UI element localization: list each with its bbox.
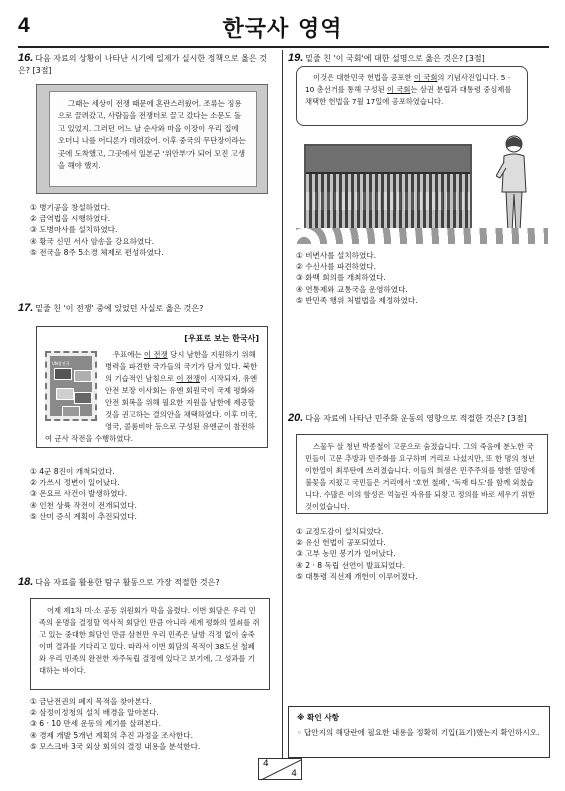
- question-18-choice-2[interactable]: ② 삼정이정청의 설치 배경을 알아본다.: [30, 708, 159, 718]
- question-17-choice-3[interactable]: ③ 온요르 사건이 발생하였다.: [30, 489, 128, 499]
- question-20-choice-1[interactable]: ① 교정도감이 설치되었다.: [296, 527, 384, 536]
- stamp-label: UN참전국: [52, 361, 70, 366]
- flag-icon: [74, 392, 92, 404]
- question-20-choices: [296, 526, 546, 582]
- question-17-choice-1[interactable]: ① 4군 8진이 개척되었다.: [30, 467, 115, 476]
- question-20-choice-4[interactable]: ④ 2 · 8 독립 선언이 발표되었다.: [296, 560, 406, 570]
- question-16-choice-1[interactable]: ① 병기공을 창설하였다.: [30, 203, 111, 212]
- question-18-text: 다음 자료를 활용한 탐구 활동으로 가장 적절한 것은?: [35, 578, 220, 587]
- page-footer: [258, 758, 302, 780]
- footer-page-current: 4: [263, 759, 269, 769]
- question-18-choice-3[interactable]: ③ 6 · 10 만세 운동의 계기를 살펴본다.: [30, 719, 162, 729]
- underlined-this-war: 이 전쟁: [176, 374, 201, 383]
- assembly-commemorative-photo: [304, 144, 472, 232]
- footer-page-total: 4: [291, 769, 297, 779]
- page-number: 4: [18, 14, 30, 37]
- question-17: [18, 302, 276, 315]
- question-17-text: 밑줄 친 '이 전쟁' 중에 있었던 사실로 옳은 것은?: [35, 304, 204, 313]
- question-19-presentation-scene: [296, 132, 548, 242]
- audience-heads: [296, 228, 548, 244]
- question-20-choice-2[interactable]: ② 유신 헌법이 공포되었다.: [296, 538, 386, 548]
- question-16: [18, 52, 276, 77]
- confirmation-notice: [288, 706, 550, 758]
- question-17-passage: 우표에는 이 전쟁 당시 남한을 지원하기 위해 병력을 파견한 국가들의 국기가 담겨 있다. 북한의 기습적인 남침으로 이 전쟁이 시작되자, 유엔 안전 보장 이사회는 유엔 회원국이 국제 평화와 안전 회복을 위해 필요한 지원을 남한에 제공할 것을 권고하는 결의안을 채택하였다. 이후 미국, 영국, 콜롬비아 등으로 구성된 유엔군이 참전하여 군사 작전을 수행하였다.: [45, 350, 258, 443]
- question-18-choices: [30, 696, 274, 752]
- question-19-speech-bubble: 이것은 대한민국 헌법을 공포한 이 국회의 기념사진입니다. 5 · 10 총선거를 통해 구성된 이 국회는 삼권 분립과 대통령 중심제를 채택한 헌법을 7월 17일에 공포하였습니다.: [296, 66, 528, 126]
- question-19-choice-1[interactable]: ① 비변사를 설치하였다.: [296, 251, 377, 260]
- question-20-choice-3[interactable]: ③ 고부 농민 봉기가 일어났다.: [296, 549, 396, 559]
- question-17-box-heading: [우표로 보는 한국사]: [184, 334, 259, 343]
- question-18-choice-4[interactable]: ④ 경제 개발 5개년 계획의 추진 과정을 조사한다.: [30, 730, 193, 740]
- question-19-choice-4[interactable]: ④ 연통제와 교통국을 운영하였다.: [296, 284, 408, 294]
- presenter-figure-icon: [496, 132, 532, 236]
- question-16-text: 다음 자료의 상황이 나타난 시기에 일제가 실시한 정책으로 옳은 것은? [3점]: [18, 54, 267, 75]
- question-18-choice-1[interactable]: ① 금난전권의 폐지 목적을 찾아본다.: [30, 697, 152, 706]
- question-20-passage: 스물두 살 청년 박종철이 고문으로 숨졌습니다. 그의 죽음에 분노한 국민들이 고문 추방과 민주화를 요구하며 거리로 나섰지만, 또 한 명의 청년 이한열이 최루탄에 쓰러졌습니다. 이들의 희생은 민주주의를 향한 열망에 불꽃을 지폈고 국민들은 거리에서 '호헌 철폐', '독재 타도'를 함께 외쳤습니다. 수많은 이의 함성은 억눌린 자유를 되찾고 정의를 바로 세우기 위한 것이었습니다.: [296, 434, 548, 514]
- question-20-number: 20.: [288, 412, 304, 424]
- question-19-text: 밑줄 친 '이 국회'에 대한 설명으로 옳은 것은? [3점]: [305, 54, 485, 63]
- flag-icon: [62, 406, 80, 416]
- question-17-passage-box: [36, 326, 268, 448]
- question-16-stem: [18, 52, 276, 77]
- notice-text: ◦ 답안지의 해당란에 필요한 내용을 정확히 기입(표기)했는지 확인하시오.: [297, 728, 540, 737]
- flag-icon: [56, 388, 74, 400]
- underlined-this-assembly: 이 국회: [413, 73, 438, 82]
- question-19-number: 19.: [288, 52, 304, 64]
- question-17-choice-5[interactable]: ⑤ 산미 증식 계획이 추진되었다.: [30, 511, 137, 521]
- question-18-number: 18.: [18, 576, 34, 588]
- question-16-choice-5[interactable]: ⑤ 전국을 8주 5소경 체제로 편성하였다.: [30, 247, 164, 257]
- flag-icon: [74, 370, 92, 382]
- question-19-choice-2[interactable]: ② 수신사를 파견하였다.: [296, 262, 377, 272]
- question-20: [288, 412, 550, 425]
- notice-title: ※ 확인 사항: [297, 713, 340, 722]
- question-19-choices: [296, 250, 546, 306]
- question-20-choice-5[interactable]: ⑤ 대통령 직선제 개헌이 이루어졌다.: [296, 571, 418, 581]
- question-19-choice-3[interactable]: ③ 화백 회의를 개최하였다.: [296, 273, 386, 283]
- question-19-choice-5[interactable]: ⑤ 반민족 행위 처벌법을 제정하였다.: [296, 295, 418, 305]
- question-16-choice-2[interactable]: ② 금역법을 시행하였다.: [30, 214, 111, 224]
- column-divider: [282, 50, 283, 758]
- underlined-this-assembly: 이 국회: [387, 85, 411, 94]
- question-16-choice-4[interactable]: ④ 황국 신민 서사 암송을 강요하였다.: [30, 236, 154, 246]
- question-17-number: 17.: [18, 302, 34, 314]
- question-18: [18, 576, 276, 589]
- question-16-number: 16.: [18, 52, 34, 64]
- question-16-choices: [30, 202, 270, 258]
- question-16-passage: 그때는 세상이 전쟁 때문에 혼란스러웠어. 조류는 징용으로 끌려갔고, 사람들을 전쟁터로 끌고 갔다는 소문도 돌고 있었지. 그러던 어느 날 순사와 마을 이장이 우리 집에 오더니 나를 어디론가 데려갔어. 이후 중국의 무단장이라는 곳에 도착했고, 그곳에서 일본군 '위안부'가 되어 모진 고생을 해야 했지.: [49, 91, 257, 187]
- flag-icon: [54, 368, 72, 380]
- header-rule: [18, 46, 549, 48]
- un-forces-stamp-image: [45, 351, 97, 421]
- underlined-this-war: 이 전쟁: [143, 350, 168, 359]
- question-18-choice-5[interactable]: ⑤ 모스크바 3국 외상 회의의 결정 내용을 분석한다.: [30, 741, 201, 751]
- question-17-choice-4[interactable]: ④ 인천 상륙 작전이 전개되었다.: [30, 500, 137, 510]
- question-16-choice-3[interactable]: ③ 도병마사를 설치하였다.: [30, 225, 118, 235]
- question-19: [288, 52, 550, 65]
- question-18-passage: 어제 제1차 미·소 공동 위원회가 막을 올렸다. 이번 회담은 우리 민족의 운명을 결정할 역사적 회담인 만큼 아니라 세계 평화의 열쇠를 쥐고 있는 중대한 회담인 만큼 삼천만 우리 민족은 날밤 걱정 없이 숨죽이며 결과를 기다리고 있다. 따라서 이번 회담의 목적이 38도선 철폐와 우리 민족의 완전한 자주독립 결정에 있다고 보기에, 그 성과를 기대하는 바이다.: [30, 598, 270, 690]
- question-17-choice-2[interactable]: ② 가쓰시 정변이 일어났다.: [30, 478, 120, 488]
- page-title: 한국사 영역: [222, 17, 343, 42]
- question-17-choices: [30, 466, 270, 522]
- question-16-scroll-frame: [36, 84, 268, 194]
- question-20-text: 다음 자료에 나타난 민주화 운동의 영향으로 적절한 것은? [3점]: [305, 414, 527, 423]
